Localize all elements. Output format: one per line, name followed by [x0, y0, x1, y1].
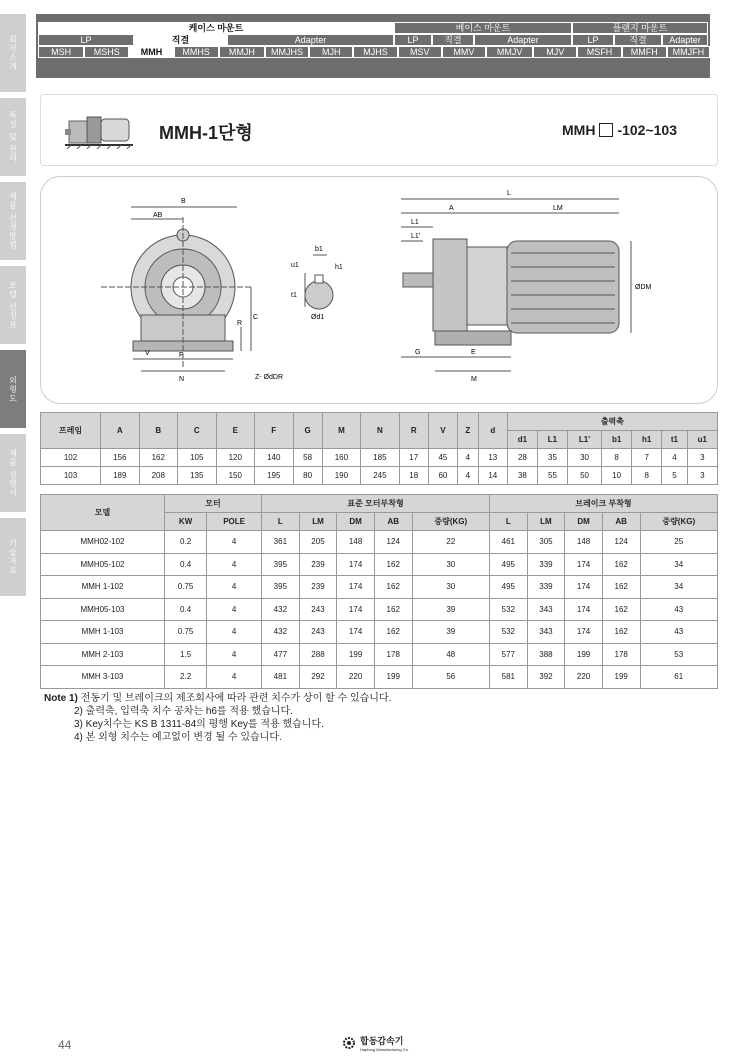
label-b1: b1: [315, 246, 323, 253]
nav-models: [38, 46, 710, 58]
table-row: [41, 467, 718, 485]
table-cell: 103: [41, 467, 101, 485]
dim-header: N: [361, 413, 400, 449]
logo-name: 합동감속기: [360, 1036, 404, 1046]
side-tab-label: 제품 선정방법: [8, 192, 18, 250]
side-tabs: [0, 14, 26, 602]
nav-type-adapter[interactable]: Adapter: [227, 34, 394, 46]
table-cell: 577: [490, 643, 528, 666]
table-cell: 14: [478, 467, 507, 485]
nav-model-mmh[interactable]: MMH: [129, 46, 173, 58]
side-tab-label: 모델 선정표: [8, 280, 18, 330]
shaft-header: b1: [602, 431, 632, 449]
table-cell: 343: [527, 621, 565, 644]
shaft-header: L1: [537, 431, 567, 449]
table-cell: 8: [632, 467, 662, 485]
motor-sub-header: DM: [337, 513, 375, 531]
dim-header: V: [428, 413, 457, 449]
label-r: R: [237, 320, 243, 327]
shaft-header: u1: [687, 431, 717, 449]
side-tab-label: 회사소개: [8, 35, 18, 71]
table-row: [41, 666, 718, 689]
label-h1: h1: [335, 264, 343, 271]
dim-header: F: [255, 413, 294, 449]
table-cell: 2.2: [165, 666, 207, 689]
label-b: B: [181, 198, 186, 205]
table-row: [41, 449, 718, 467]
label-f: F: [179, 352, 184, 359]
dim-header: G: [293, 413, 322, 449]
side-tab[interactable]: [0, 14, 26, 92]
table-cell: 220: [565, 666, 603, 689]
model-code: [562, 122, 677, 138]
series-nav: [36, 14, 710, 78]
table-cell: 120: [216, 449, 255, 467]
table-cell: 477: [262, 643, 300, 666]
nav-model-mmjfh[interactable]: MMJFH: [667, 46, 710, 58]
model-header: 모델: [41, 495, 165, 531]
note-label: Note 1): [44, 693, 78, 704]
table-cell: 199: [565, 643, 603, 666]
table-cell: 162: [602, 621, 640, 644]
output-shaft-header: 출력축: [507, 413, 717, 431]
side-tab[interactable]: [0, 182, 26, 260]
table-cell: 160: [322, 449, 361, 467]
table-cell: 124: [602, 531, 640, 554]
table-cell: 432: [262, 598, 300, 621]
model-code-suffix: -102~103: [617, 122, 677, 138]
drawing-panel: [40, 176, 718, 404]
table-cell: 199: [602, 666, 640, 689]
nav-type-lp[interactable]: LP: [394, 34, 432, 46]
table-cell: 481: [262, 666, 300, 689]
table-cell: 140: [255, 449, 294, 467]
table-cell: MMH05-103: [41, 598, 165, 621]
table-cell: 60: [428, 467, 457, 485]
nav-base-mount[interactable]: 베이스 마운트: [394, 22, 572, 34]
table-cell: 0.75: [165, 621, 207, 644]
table-cell: 178: [374, 643, 412, 666]
table-cell: 174: [337, 598, 375, 621]
table-cell: 1.5: [165, 643, 207, 666]
table-cell: 61: [640, 666, 718, 689]
table-cell: 3: [687, 449, 717, 467]
model-code-prefix: MMH: [562, 122, 596, 138]
nav-groups: [38, 22, 710, 34]
nav-type-lp[interactable]: LP: [572, 34, 614, 46]
table-cell: 199: [337, 643, 375, 666]
dim-header: d: [478, 413, 507, 449]
dim-header: Z: [457, 413, 478, 449]
company-logo: [342, 1034, 409, 1052]
side-tab[interactable]: [0, 266, 26, 344]
table-cell: 4: [457, 467, 478, 485]
table-cell: 339: [527, 576, 565, 599]
table-cell: 190: [322, 467, 361, 485]
motor-sub-header: KW: [165, 513, 207, 531]
table-cell: 195: [255, 467, 294, 485]
table-cell: MMH 2-103: [41, 643, 165, 666]
table-cell: 4: [662, 449, 687, 467]
table-cell: 199: [374, 666, 412, 689]
table-cell: 28: [507, 449, 537, 467]
table-cell: 178: [602, 643, 640, 666]
label-lm: LM: [553, 205, 563, 212]
page-title: MMH-1단형: [159, 123, 253, 143]
table-cell: 288: [299, 643, 337, 666]
dim-header: B: [139, 413, 178, 449]
note-1-text: 전동기 및 브레이크의 제조회사에 따라 관련 치수가 상이 할 수 있습니다.: [80, 693, 392, 704]
nav-model-mmfh[interactable]: MMFH: [622, 46, 667, 58]
table-cell: 55: [537, 467, 567, 485]
nav-model-mmjhs[interactable]: MMJHS: [265, 46, 309, 58]
table-cell: 150: [216, 467, 255, 485]
table-cell: 156: [101, 449, 140, 467]
table-cell: 461: [490, 531, 528, 554]
table-cell: 43: [640, 598, 718, 621]
table-cell: 4: [207, 576, 262, 599]
table-row: [41, 598, 718, 621]
table-cell: 361: [262, 531, 300, 554]
table-cell: 4: [207, 643, 262, 666]
label-ab: AB: [153, 212, 163, 219]
label-d1: Ød1: [311, 314, 325, 321]
table-cell: 102: [41, 449, 101, 467]
motor-sub-header: LM: [527, 513, 565, 531]
table-cell: 0.4: [165, 553, 207, 576]
title-box: [40, 94, 718, 166]
table-row: [41, 643, 718, 666]
shaft-header: L1': [568, 431, 602, 449]
nav-model-mjhs[interactable]: MJHS: [353, 46, 397, 58]
motor-sub-header: AB: [602, 513, 640, 531]
brake-motor-header: 브레이크 부착형: [490, 495, 718, 513]
nav-model-mjh[interactable]: MJH: [309, 46, 353, 58]
note-3: 3) Key치수는 KS B 1311-84의 평행 Key를 적용 했습니다.: [74, 719, 324, 730]
side-tab-label: 외형도: [8, 375, 18, 403]
nav-model-mmhs[interactable]: MMHS: [174, 46, 219, 58]
table-cell: 292: [299, 666, 337, 689]
table-cell: 58: [293, 449, 322, 467]
shaft-header: h1: [632, 431, 662, 449]
dim-header: E: [216, 413, 255, 449]
motor-sub-header: L: [262, 513, 300, 531]
nav-case-mount[interactable]: 케이스 마운트: [38, 22, 394, 34]
table-cell: 239: [299, 576, 337, 599]
table-cell: 39: [412, 621, 489, 644]
table-cell: 162: [374, 598, 412, 621]
nav-type-adapter[interactable]: Adapter: [662, 34, 708, 46]
nav-type-direct[interactable]: 직결: [134, 34, 227, 46]
nav-model-msh[interactable]: MSH: [38, 46, 84, 58]
table-cell: 5: [662, 467, 687, 485]
table-cell: 7: [632, 449, 662, 467]
table-cell: 174: [565, 576, 603, 599]
note-2: 2) 출력축, 입력축 치수 공차는 h6를 적용 했습니다.: [74, 706, 293, 717]
table-row: [41, 576, 718, 599]
table-cell: 35: [537, 449, 567, 467]
table-cell: 162: [602, 598, 640, 621]
table-cell: 30: [412, 553, 489, 576]
table-cell: 395: [262, 553, 300, 576]
table-cell: 495: [490, 576, 528, 599]
motor-header: 모터: [165, 495, 262, 513]
table-cell: 0.75: [165, 576, 207, 599]
side-tab[interactable]: [0, 434, 26, 512]
table-row: [41, 553, 718, 576]
table-cell: 243: [299, 621, 337, 644]
label-n: N: [179, 376, 185, 383]
side-tab[interactable]: [0, 350, 26, 428]
table-cell: 17: [399, 449, 428, 467]
table-cell: 8: [602, 449, 632, 467]
table-cell: 245: [361, 467, 400, 485]
table-cell: 4: [457, 449, 478, 467]
label-z: Z- ØdDR: [255, 374, 283, 381]
dim-header: C: [178, 413, 217, 449]
motor-table: [40, 494, 718, 689]
table-cell: 174: [565, 621, 603, 644]
table-cell: 25: [640, 531, 718, 554]
table-cell: 39: [412, 598, 489, 621]
table-cell: 495: [490, 553, 528, 576]
nav-model-msv[interactable]: MSV: [398, 46, 442, 58]
dim-header: R: [399, 413, 428, 449]
table-cell: 0.2: [165, 531, 207, 554]
notes: [44, 692, 391, 744]
table-cell: 162: [374, 553, 412, 576]
table-cell: 124: [374, 531, 412, 554]
label-a: A: [449, 205, 454, 212]
dim-header: M: [322, 413, 361, 449]
table-cell: 148: [337, 531, 375, 554]
table-cell: 185: [361, 449, 400, 467]
shaft-header: t1: [662, 431, 687, 449]
table-cell: 581: [490, 666, 528, 689]
table-cell: 343: [527, 598, 565, 621]
logo-text: [360, 1034, 409, 1052]
side-tab-label: 특징 및 원리: [8, 111, 18, 163]
table-cell: MMH 3-103: [41, 666, 165, 689]
label-l1: L1: [411, 219, 419, 226]
table-cell: 432: [262, 621, 300, 644]
note-4: 4) 본 외형 치수는 예고없이 변경 될 수 있습니다.: [74, 732, 282, 743]
motor-sub-header: DM: [565, 513, 603, 531]
table-cell: 162: [374, 576, 412, 599]
table-cell: 174: [337, 621, 375, 644]
dimension-drawing: [41, 177, 718, 404]
model-code-box: [599, 123, 613, 137]
table-cell: 105: [178, 449, 217, 467]
table-cell: 243: [299, 598, 337, 621]
table-cell: 392: [527, 666, 565, 689]
motor-sub-header: 중량(KG): [640, 513, 718, 531]
std-motor-header: 표준 모터부착형: [262, 495, 490, 513]
label-g: G: [415, 349, 421, 356]
nav-model-mmv[interactable]: MMV: [442, 46, 486, 58]
table-cell: 395: [262, 576, 300, 599]
label-v: V: [145, 350, 150, 357]
nav-type-adapter[interactable]: Adapter: [474, 34, 572, 46]
table-cell: 135: [178, 467, 217, 485]
label-m: M: [471, 376, 477, 383]
nav-model-msfh[interactable]: MSFH: [577, 46, 621, 58]
motor-sub-header: 중량(KG): [412, 513, 489, 531]
table-cell: 30: [412, 576, 489, 599]
table-cell: 4: [207, 531, 262, 554]
side-tab-label: 기술자료: [8, 539, 18, 575]
nav-model-mshs[interactable]: MSHS: [84, 46, 129, 58]
label-l: L: [507, 190, 511, 197]
label-t1: t1: [291, 292, 297, 299]
side-view: [401, 199, 631, 371]
dim-header: A: [101, 413, 140, 449]
table-cell: 305: [527, 531, 565, 554]
table-cell: 48: [412, 643, 489, 666]
side-tab[interactable]: [0, 518, 26, 596]
gear-logo-icon: [342, 1036, 356, 1050]
nav-model-mmjh[interactable]: MMJH: [219, 46, 265, 58]
nav-model-mjv[interactable]: MJV: [533, 46, 577, 58]
nav-type-direct[interactable]: 직결: [432, 34, 474, 46]
front-view: [101, 207, 251, 371]
table-cell: 22: [412, 531, 489, 554]
table-cell: 34: [640, 576, 718, 599]
label-l1-prime: L1': [411, 233, 421, 240]
nav-type-lp[interactable]: LP: [38, 34, 134, 46]
dim-header: 프레임: [41, 413, 101, 449]
table-cell: MMH02-102: [41, 531, 165, 554]
motor-sub-header: L: [490, 513, 528, 531]
table-cell: 532: [490, 598, 528, 621]
table-cell: 4: [207, 621, 262, 644]
logo-sub: Haptong Manufacturing Co.: [360, 1047, 409, 1052]
table-cell: 220: [337, 666, 375, 689]
table-cell: 208: [139, 467, 178, 485]
table-cell: MMH05-102: [41, 553, 165, 576]
table-cell: 162: [602, 576, 640, 599]
label-dm: ØDM: [635, 284, 652, 291]
table-row: [41, 621, 718, 644]
table-cell: 189: [101, 467, 140, 485]
table-cell: MMH 1-103: [41, 621, 165, 644]
table-cell: 162: [139, 449, 178, 467]
table-cell: 18: [399, 467, 428, 485]
nav-model-mmjv[interactable]: MMJV: [486, 46, 533, 58]
label-e: E: [471, 349, 476, 356]
table-cell: 388: [527, 643, 565, 666]
table-cell: 162: [374, 621, 412, 644]
table-cell: 30: [568, 449, 602, 467]
table-cell: MMH 1-102: [41, 576, 165, 599]
table-cell: 50: [568, 467, 602, 485]
table-cell: 239: [299, 553, 337, 576]
table-cell: 3: [687, 467, 717, 485]
table-cell: 4: [207, 553, 262, 576]
table-cell: 174: [337, 576, 375, 599]
shaft-header: d1: [507, 431, 537, 449]
motor-sub-header: LM: [299, 513, 337, 531]
table-cell: 4: [207, 598, 262, 621]
table-cell: 10: [602, 467, 632, 485]
nav-types: [38, 34, 710, 46]
table-cell: 174: [565, 553, 603, 576]
motor-sub-header: AB: [374, 513, 412, 531]
table-cell: 339: [527, 553, 565, 576]
nav-type-direct[interactable]: 직결: [614, 34, 662, 46]
table-cell: 532: [490, 621, 528, 644]
table-cell: 34: [640, 553, 718, 576]
table-cell: 38: [507, 467, 537, 485]
note-1: [44, 692, 391, 705]
table-cell: 162: [602, 553, 640, 576]
side-tab-label: 제품 설명서: [8, 448, 18, 498]
side-tab[interactable]: [0, 98, 26, 176]
page-number: 44: [58, 1038, 72, 1052]
table-cell: 45: [428, 449, 457, 467]
table-cell: 174: [565, 598, 603, 621]
table-cell: 13: [478, 449, 507, 467]
table-row: [41, 531, 718, 554]
motor-sub-header: POLE: [207, 513, 262, 531]
dimension-table: [40, 412, 718, 485]
gear-motor-icon: [65, 113, 135, 149]
table-cell: 205: [299, 531, 337, 554]
table-cell: 53: [640, 643, 718, 666]
label-c: C: [253, 314, 259, 321]
nav-flange-mount[interactable]: 플랜지 마운트: [572, 22, 708, 34]
shaft-detail: [305, 255, 333, 309]
table-cell: 174: [337, 553, 375, 576]
table-cell: 56: [412, 666, 489, 689]
table-cell: 43: [640, 621, 718, 644]
table-cell: 148: [565, 531, 603, 554]
label-u1: u1: [291, 262, 299, 269]
table-cell: 0.4: [165, 598, 207, 621]
table-cell: 4: [207, 666, 262, 689]
table-cell: 80: [293, 467, 322, 485]
